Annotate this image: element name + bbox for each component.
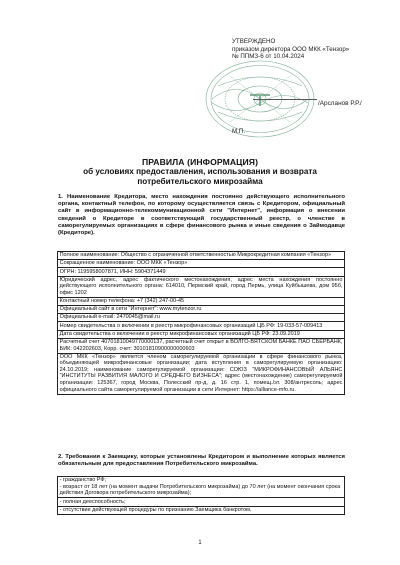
table-row bbox=[58, 477, 345, 498]
section-1-heading: 1. Наименование Кредитора, место нахождения постоянно действующего исполнительного органа, контактный телефон, по которому осуществляется связь с Кредитором, официальный сайт в информационно-телекоммуникационной сети "Интернет", информация о внесении сведений о Кредиторе в соответствующий государственный реестр, о членстве в саморегулируемых организациях в сфере финансового рынка и иные сведения о Займодавце (Кредиторе). bbox=[58, 194, 345, 237]
table-cell: Расчетный счет 40701810049770000137, расчетный счет открыт в ВОЛГО-ВЯТСКОМ БАНКЕ ПАО СБЕРБАНК, БИК: 042202603, Корр. счет: 30101810900000000603 bbox=[58, 338, 345, 353]
table-row bbox=[58, 297, 345, 305]
page-number: 1 bbox=[198, 539, 202, 546]
table-cell: Полное наименование: Общество с ограниченной ответственностью Микрокредитная компания «Тензор» bbox=[58, 252, 345, 260]
table-row bbox=[58, 252, 345, 260]
table-cell: Юридический адрес, адрес фактического местонахождения, адрес места нахождения постоянно действующего исполнительного органа: 614010, Пермский край, город Пермь, улица Куйбышева, дом 95б, офис 1202 bbox=[58, 276, 345, 297]
document-subtitle-line1: об условиях предоставления, использования и возврата bbox=[83, 167, 317, 176]
signer-name: /Арсланов Р.Р./ bbox=[318, 100, 362, 107]
table-row bbox=[58, 260, 345, 268]
table-row bbox=[58, 353, 345, 394]
borrower-requirements-table bbox=[57, 476, 345, 515]
table-cell: Дата свидетельства о включении в реестр микрофинансовых организаций ЦБ РФ: 23.09.2019 bbox=[58, 330, 345, 338]
stamp-label: М.П. bbox=[232, 128, 246, 135]
table-cell: ООО МКК «Тензор» является членом саморегулируемой организации в сфере финансового рынка, объединяющей микрофинансовые организации; дата вступления в саморегулируемую организацию: 24.10.2019; наименование саморегулируемой организации: СОЮЗ "МИКРОФИНАНСОВЫЙ АЛЬЯНС "ИНСТИТУТЫ РАЗВИТИЯ МАЛОГО И СРЕДНЕГО БИЗНЕСА"; адрес (местонахождение) саморегулируемой организации: 125367, город Москва, Полесский пр-д, д. 16 стр. 1, помещ./эт. 308/антресоль; адрес официального сайта саморегулируемой организации в сети Интернет: https://alliance-mfo.ru. bbox=[58, 353, 345, 394]
table-cell: Официальный e-mail: 2470045@mail.ru bbox=[58, 314, 345, 322]
table-cell: - полная дееспособность; bbox=[58, 498, 345, 506]
table-cell: - отсутствие действующей процедуры по признанию Заемщика банкротом. bbox=[58, 506, 345, 514]
table-row bbox=[58, 322, 345, 330]
signature-line bbox=[253, 99, 317, 100]
approval-order: приказом директора ООО МКК «Тензор» bbox=[232, 45, 350, 53]
table-row bbox=[58, 338, 345, 353]
document-subtitle-line2: потребительского микрозайма bbox=[137, 177, 263, 186]
section-2-heading: 2. Требования к Заемщику, которые установлены Кредитором и выполнение которых является обязательным для предоставления Потребительского микрозайма. bbox=[58, 454, 345, 468]
table-row bbox=[58, 306, 345, 314]
table-cell: ОГРН: 1195958007871, ИНН: 5904371449 bbox=[58, 268, 345, 276]
table-cell: Номер свидетельства о включении в реестр микрофинансовых организаций ЦБ РФ: 19-033-57-009413 bbox=[58, 322, 345, 330]
approval-title: УТВЕРЖДЕНО bbox=[232, 38, 276, 45]
approval-number: № ППМЗ-6 от 10.04.2024 bbox=[232, 53, 305, 61]
document-title: ПРАВИЛА (ИНФОРМАЦИЯ) bbox=[141, 157, 259, 167]
table-row bbox=[58, 276, 345, 297]
table-row bbox=[58, 330, 345, 338]
table-cell: Сокращенное наименование: ООО МКК «Тензор» bbox=[58, 260, 345, 268]
table-row bbox=[58, 314, 345, 322]
creditor-info-table bbox=[57, 251, 345, 395]
table-cell: Контактный номер телефона: +7 (342) 247-00-45 bbox=[58, 297, 345, 305]
table-cell: - гражданство РФ; - возраст от 18 лет (на момент выдачи Потребительского микрозайма) до 70 лет (на момент окончания срока действия Договора потребительского микрозайма); bbox=[58, 477, 345, 498]
table-row bbox=[58, 498, 345, 506]
table-row bbox=[58, 506, 345, 514]
table-cell: Официальный сайт в сети "Интернет": www.mytenzor.ru bbox=[58, 306, 345, 314]
table-row bbox=[58, 268, 345, 276]
